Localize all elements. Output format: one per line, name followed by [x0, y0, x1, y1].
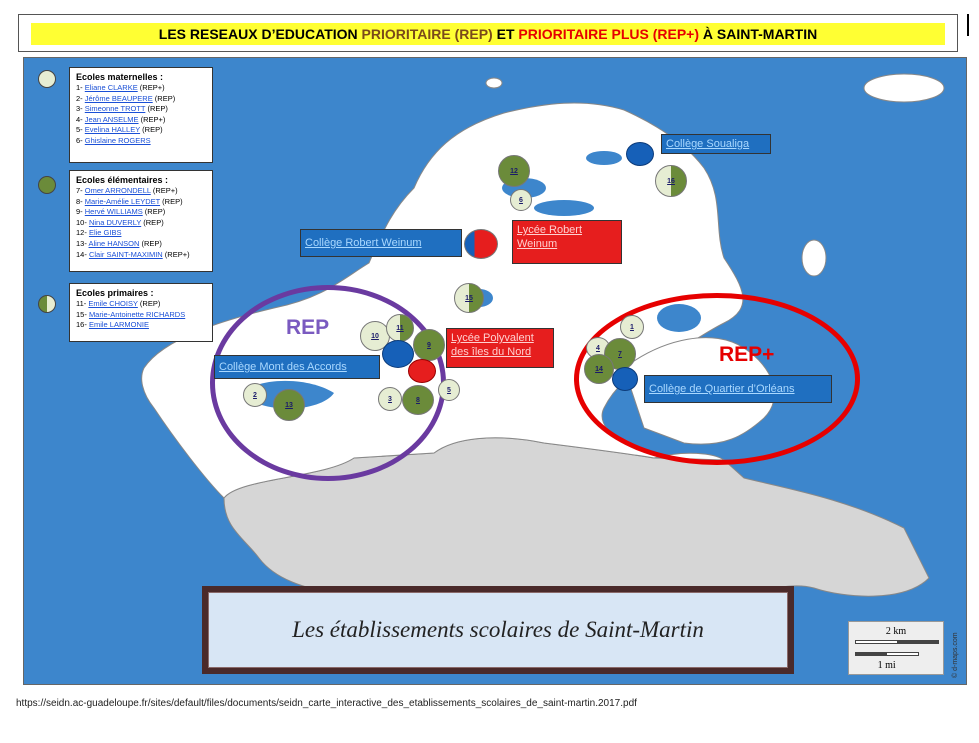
lycee-polyvalent-marker[interactable] [408, 359, 436, 383]
school-12[interactable]: 12 [498, 155, 530, 187]
school-15[interactable]: 15 [454, 283, 484, 313]
scale-mi-bar [855, 652, 919, 656]
school-7[interactable]: 7 [604, 338, 636, 370]
islet [802, 240, 826, 276]
school-4[interactable]: 4 [586, 337, 610, 359]
legend-primaires [69, 283, 213, 342]
scale-bar [848, 621, 944, 675]
scale-km-bar [855, 640, 939, 644]
legend-heading: Ecoles maternelles : [76, 72, 164, 82]
school-11[interactable]: 11 [386, 314, 414, 342]
weinum-marker[interactable] [464, 229, 498, 259]
banner-title: Les établissements scolaires de Saint-Martin [208, 592, 788, 668]
title-box [18, 14, 958, 52]
map-area [23, 57, 967, 685]
maternelle-marker [38, 70, 56, 88]
legend-maternelles [69, 67, 213, 163]
legend-item[interactable]: 16- Emile LARMONIE [76, 320, 149, 330]
college-orleans-marker[interactable] [612, 367, 638, 391]
repp-zone-label: REP+ [719, 343, 775, 366]
school-14[interactable]: 14 [584, 354, 614, 384]
title-part2: ET [492, 26, 519, 42]
legend-heading: Ecoles élémentaires : [76, 175, 169, 185]
islet [864, 74, 944, 102]
college-weinum-label[interactable]: Collège Robert Weinum [300, 229, 462, 257]
rep-zone [210, 285, 446, 481]
college-orleans-label[interactable]: Collège de Quartier d’Orléans [644, 375, 832, 403]
salt-pond [586, 151, 622, 165]
school-1[interactable]: 1 [620, 315, 644, 339]
school-16[interactable]: 16 [655, 165, 687, 197]
legend-item[interactable]: 13- Aline HANSON (REP) [76, 238, 162, 248]
school-6[interactable]: 6 [510, 189, 532, 211]
college-accords-label[interactable]: Collège Mont des Accords [214, 355, 380, 379]
legend-item[interactable]: 10- Nina DUVERLY (REP) [76, 217, 164, 227]
scale-mi-label: 1 mi [877, 660, 896, 671]
college-soualiga-marker[interactable] [626, 142, 654, 166]
title-part1: LES RESEAUX D’EDUCATION [158, 26, 362, 42]
islet [486, 78, 502, 88]
salt-pond [534, 200, 594, 216]
legend-item[interactable]: 2- Jérôme BEAUPERE (REP) [76, 93, 176, 103]
credit-text: © d-maps.com [952, 632, 959, 678]
lycee-weinum-label[interactable]: Lycée Robert Weinum [512, 220, 622, 264]
school-3[interactable]: 3 [378, 387, 402, 411]
map-title [31, 23, 945, 45]
title-rep: PRIORITAIRE (REP) [361, 26, 493, 42]
school-9[interactable]: 9 [413, 329, 445, 361]
corner-mark [967, 14, 975, 36]
legend-item[interactable]: 5- Evelina HALLEY (REP) [76, 125, 163, 135]
legend-item[interactable]: 3- Simeonne TROTT (REP) [76, 104, 168, 114]
lycee-polyvalent-label[interactable]: Lycée Polyvalent des îles du Nord [446, 328, 554, 368]
school-8[interactable]: 8 [402, 385, 434, 415]
school-10[interactable]: 10 [360, 321, 390, 351]
legend-elementaires [69, 170, 213, 272]
source-url: https://seidn.ac-guadeloupe.fr/sites/default/files/documents/seidn_carte_interactive_des_etablissements_scolaires_de_saint-martin.2017.pdf [16, 698, 637, 709]
legend-item[interactable]: 7- Omer ARRONDELL (REP+) [76, 186, 178, 195]
elementaire-marker [38, 176, 56, 194]
primaire-marker [38, 295, 56, 313]
legend-item[interactable]: 4- Jean ANSELME (REP+) [76, 114, 166, 124]
legend-item[interactable]: 12- Elie GIBS [76, 228, 122, 238]
legend-item[interactable]: 6- Ghislaine ROGERS [76, 135, 151, 145]
school-2[interactable]: 2 [243, 383, 267, 407]
map-banner [202, 586, 794, 674]
legend-item[interactable]: 1- Eliane CLARKE (REP+) [76, 83, 165, 92]
legend-item[interactable]: 14- Clair SAINT-MAXIMIN (REP+) [76, 249, 190, 259]
school-5[interactable]: 5 [438, 379, 460, 401]
legend-heading: Ecoles primaires : [76, 288, 154, 298]
rep-zone-label: REP [286, 316, 330, 339]
scale-km-label: 2 km [885, 626, 907, 637]
legend-item[interactable]: 11- Emile CHOISY (REP) [76, 299, 161, 308]
school-13[interactable]: 13 [273, 389, 305, 421]
college-soualiga-label[interactable]: Collège Soualiga [661, 134, 771, 154]
title-repp: PRIORITAIRE PLUS (REP+) [518, 26, 699, 42]
legend-item[interactable]: 15- Marie-Antoinette RICHARDS [76, 309, 186, 319]
legend-item[interactable]: 9- Hervé WILLIAMS (REP) [76, 207, 166, 217]
title-part3: À SAINT-MARTIN [699, 26, 818, 42]
legend-item[interactable]: 8- Marie-Amélie LEYDET (REP) [76, 196, 183, 206]
